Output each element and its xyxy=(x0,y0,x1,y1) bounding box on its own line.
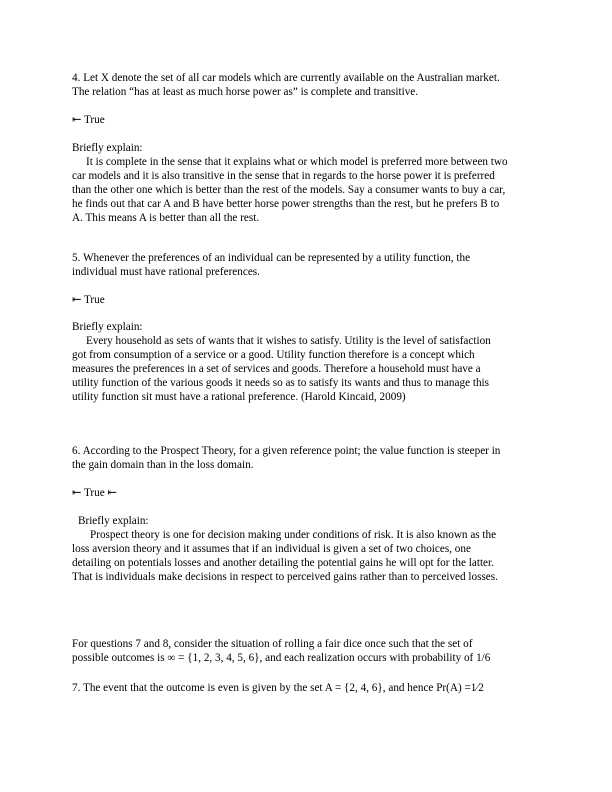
q4-question-line: The relation “has at least as much horse power as” is complete and transitive. xyxy=(72,86,419,98)
q6-explanation-line: detailing on potentials losses and another detailing the potential gains he will opt for the latter. xyxy=(72,557,494,569)
q5-explanation-line: got from consumption of a service or a good. Utility function therefore is a concept which xyxy=(72,349,475,361)
intro-q7-q8 xyxy=(72,637,550,665)
q5-explanation-line: measures the preferences in a set of services and goods. Therefore a household must have a xyxy=(72,363,481,375)
q6-explanation-line: Prospect theory is one for decision making under conditions of risk. It is also known as the xyxy=(90,529,497,541)
q5-explanation-line: utility function of the various goods it needs so as to satisfy its wants and thus to manage this xyxy=(72,377,489,389)
q6-answer xyxy=(72,486,550,500)
q4-answer xyxy=(72,113,550,127)
intro-line: possible outcomes is ∞ = {1, 2, 3, 4, 5, 6}, and each realization occurs with probability of 1/6 xyxy=(72,652,491,664)
q5-explanation-line: Every household as sets of wants that it wishes to satisfy. Utility is the level of satisfaction xyxy=(86,335,491,347)
q4-explanation-line: A. This means A is better than all the rest. xyxy=(72,212,260,224)
q6-answer-text: ⇤ True ⇤ xyxy=(72,487,117,499)
q7-question-line: 7. The event that the outcome is even is given by the set A = {2, 4, 6}, and hence Pr(A) =1⁄2 xyxy=(72,682,484,694)
q6-explain-label: Briefly explain: xyxy=(78,515,149,527)
q5-question-line: 5. Whenever the preferences of an individual can be represented by a utility function, the xyxy=(72,252,471,264)
q4-explanation xyxy=(72,141,550,225)
q4-answer-text: ⇤ True xyxy=(72,114,105,126)
q5-question xyxy=(72,251,550,279)
q5-explain-label: Briefly explain: xyxy=(72,321,143,333)
q4-explanation-line: than the other one which is better than the rest of the models. Say a consumer wants to buy a car, xyxy=(72,184,506,196)
q6-question-line: 6. According to the Prospect Theory, for a given reference point; the value function is steeper in xyxy=(72,445,501,457)
q4-question xyxy=(72,71,550,99)
q4-explanation-line: he finds out that car A and B have better horse power strengths than the rest, but he prefers B to xyxy=(72,198,500,210)
q5-explanation xyxy=(72,320,550,404)
q4-explanation-line: It is complete in the sense that it explains what or which model is preferred more between two xyxy=(86,156,508,168)
q6-explanation-line: That is individuals make decisions in respect to perceived gains rather than to perceived losses. xyxy=(72,571,498,583)
q5-question-line: individual must have rational preferences. xyxy=(72,266,260,278)
q6-explanation-line: loss aversion theory and it assumes that if an individual is given a set of two choices, one xyxy=(72,543,471,555)
q7-question xyxy=(72,681,550,695)
q4-explanation-line: car models and it is also transitive in the sense that in regards to the horse power it is preferred xyxy=(72,170,495,182)
q4-explain-label: Briefly explain: xyxy=(72,142,143,154)
q6-question xyxy=(72,444,550,472)
intro-line: For questions 7 and 8, consider the situation of rolling a fair dice once such that the set of xyxy=(72,638,473,650)
q5-explanation-line: utility function sit must have a rational preference. (Harold Kincaid, 2009) xyxy=(72,391,406,403)
q5-answer xyxy=(72,293,550,307)
q6-explanation xyxy=(72,514,550,584)
q4-question-line: 4. Let X denote the set of all car models which are currently available on the Australian market. xyxy=(72,72,500,84)
q6-question-line: the gain domain than in the loss domain. xyxy=(72,459,254,471)
q5-answer-text: ⇤ True xyxy=(72,294,105,306)
